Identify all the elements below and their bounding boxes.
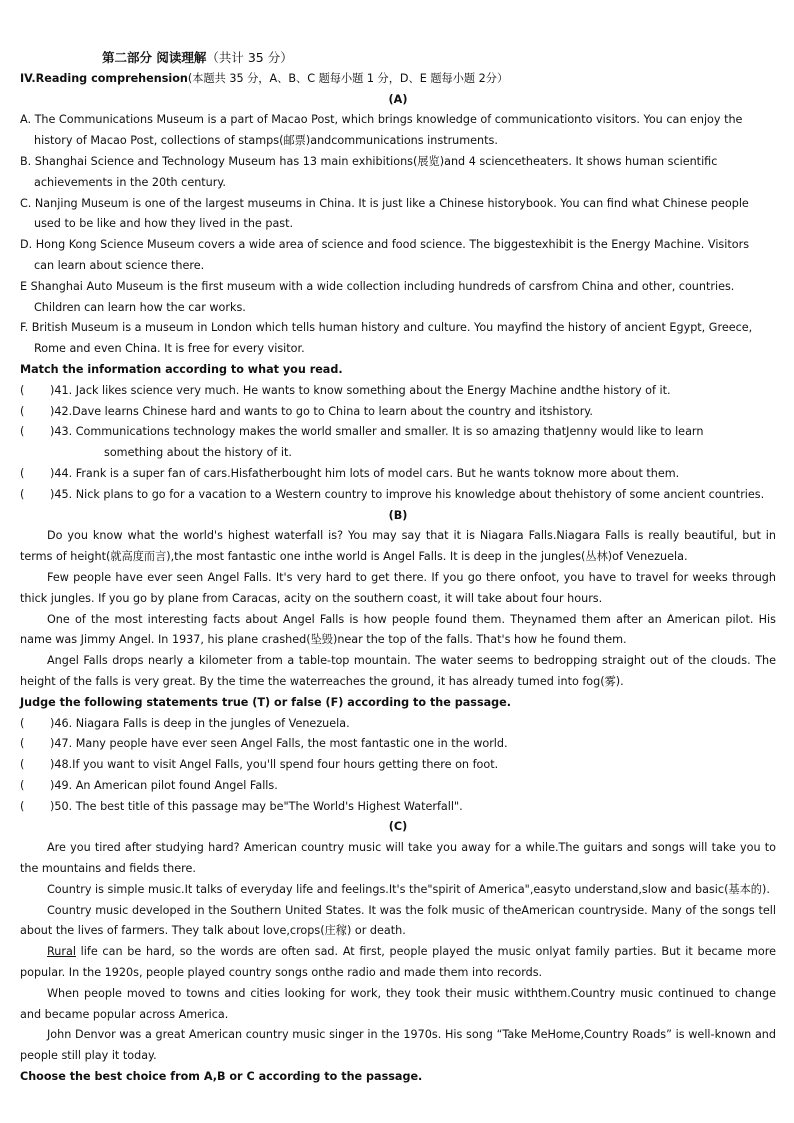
option-item: A. The Communications Museum is a part of Macao Post, which brings knowledge of communicationto visitors. You can enjoy the history of Macao Post, collections of stamps(邮票)andcommunications instruments. <box>20 113 743 148</box>
passage-c-paragraph: When people moved to towns and cities looking for work, they took their music withthem.Country music continued to change and became popular across America. <box>20 986 776 1021</box>
question-44[interactable]: ( )44. Frank is a super fan of cars.Hisfatherbought him lots of model cars. But he wants toknow more about them. <box>20 466 680 480</box>
passage-c-paragraph-rural: Rural life can be hard, so the words are often sad. At first, people played the music onlyat family parties. But it became more popular. In the 1920s, people played country songs onthe radio and made them into records. <box>20 945 776 980</box>
section-title-score: （共计 35 分） <box>206 50 293 65</box>
section-iv-note: (本题共 35 分，A、B、C 题每小题 1 分，D、E 题每小题 2分） <box>187 71 509 85</box>
passage-c-paragraph: Country music developed in the Southern United States. It was the folk music of theAmerican countryside. Many of the songs tell about the lives of farmers. They talk about love,crops(庄稼) or death. <box>20 903 776 938</box>
question-49[interactable]: ( )49. An American pilot found Angel Falls. <box>20 778 278 792</box>
passage-c-instruction: Choose the best choice from A,B or C according to the passage. <box>20 1070 423 1084</box>
option-item: D. Hong Kong Science Museum covers a wide area of science and food science. The biggestexhibit is the Energy Machine. Visitors can learn about science there. <box>20 238 750 272</box>
passage-c-paragraph: Are you tired after studying hard? American country music will take you away for a while.The guitars and songs will take you to the mountains and fields there. <box>20 841 776 876</box>
question-43[interactable]: ( )43. Communications technology makes the world smaller and smaller. It is so amazing thatJenny would like to learn <box>20 425 704 439</box>
passage-b-paragraph: Few people have ever seen Angel Falls. It's very hard to get there. If you go there onfoot, you have to travel for weeks through thick jungles. If you go by plane from Caracas, acity on the southern coast, it will take about four hours. <box>20 570 776 605</box>
passage-b-paragraph: Angel Falls drops nearly a kilometer from a table-top mountain. The water seems to bedropping straight out of the clouds. The height of the falls is very great. By the time the waterreaches the ground, it has already tumed into fog(雾). <box>20 654 776 688</box>
passage-c-paragraph: Country is simple music.It talks of everyday life and feelings.It's the"spirit of America",easyto understand,slow and basic(基本的). <box>47 882 770 896</box>
question-47[interactable]: ( )47. Many people have ever seen Angel Falls, the most fantastic one in the world. <box>20 737 508 751</box>
option-item: E Shanghai Auto Museum is the first museum with a wide collection including hundreds of carsfrom China and other, countries. Children can learn how the car works. <box>20 279 735 314</box>
passage-b-instruction: Judge the following statements true (T) or false (F) according to the passage. <box>20 695 512 709</box>
section-iv-label: IV.Reading comprehension <box>20 71 188 85</box>
passage-c-heading: (C) <box>388 820 408 834</box>
option-item: B. Shanghai Science and Technology Museum has 13 main exhibitions(展览)and 4 sciencetheaters. It shows human scientific achievements in the 20th century. <box>20 154 718 189</box>
passage-a-instruction: Match the information according to what you read. <box>20 362 343 376</box>
question-43-continued: something about the history of it. <box>104 446 292 460</box>
passage-b-paragraph: Do you know what the world's highest waterfall is? You may say that it is Niagara Falls.Niagara Falls is really beautiful, but in terms of height(就高度而言),the most fantastic one inthe world is Angel Falls. It is deep in the jungles(丛林)of Venezuela. <box>20 529 776 564</box>
passage-c-paragraph: John Denvor was a great American country music singer in the 1970s. His song “Take MeHome,Country Roads” is well-known and people still play it today. <box>20 1028 776 1063</box>
section-iv-header <box>20 69 776 90</box>
passage-a-heading: (A) <box>388 92 408 106</box>
passage-a-options <box>20 110 776 360</box>
question-42[interactable]: ( )42.Dave learns Chinese hard and wants to go to China to learn about the country and itshistory. <box>20 404 593 418</box>
passage-b-heading: (B) <box>388 508 408 522</box>
underlined-word-rural: Rural <box>47 945 76 959</box>
option-item: F. British Museum is a museum in London which tells human history and culture. You mayfind the history of ancient Egypt, Greece, Rome and even China. It is free for every visitor. <box>20 321 753 356</box>
question-48[interactable]: ( )48.If you want to visit Angel Falls, you'll spend four hours getting there on foot. <box>20 758 499 772</box>
question-41[interactable]: ( )41. Jack likes science very much. He wants to know something about the Energy Machine andthe history of it. <box>20 383 671 397</box>
question-50[interactable]: ( )50. The best title of this passage may be"The World's Highest Waterfall". <box>20 799 463 813</box>
option-item: C. Nanjing Museum is one of the largest museums in China. It is just like a Chinese historybook. You can find what Chinese people used to be like and how they lived in the past. <box>20 196 749 231</box>
passage-b-paragraph: One of the most interesting facts about Angel Falls is how people found them. Theynamed them after an American pilot. His name was Jimmy Angel. In 1937, his plane crashed(坠毁)near the top of the falls. That's how he found them. <box>20 612 776 647</box>
question-46[interactable]: ( )46. Niagara Falls is deep in the jungles of Venezuela. <box>20 716 350 730</box>
passage-a-questions <box>20 381 776 506</box>
question-45[interactable]: ( )45. Nick plans to go for a vacation to a Western country to improve his knowledge about thehistory of some ancient countries. <box>20 487 765 501</box>
section-title-main: 第二部分 阅读理解 <box>102 50 207 65</box>
passage-b-questions <box>20 714 776 818</box>
document-body <box>20 48 776 1088</box>
